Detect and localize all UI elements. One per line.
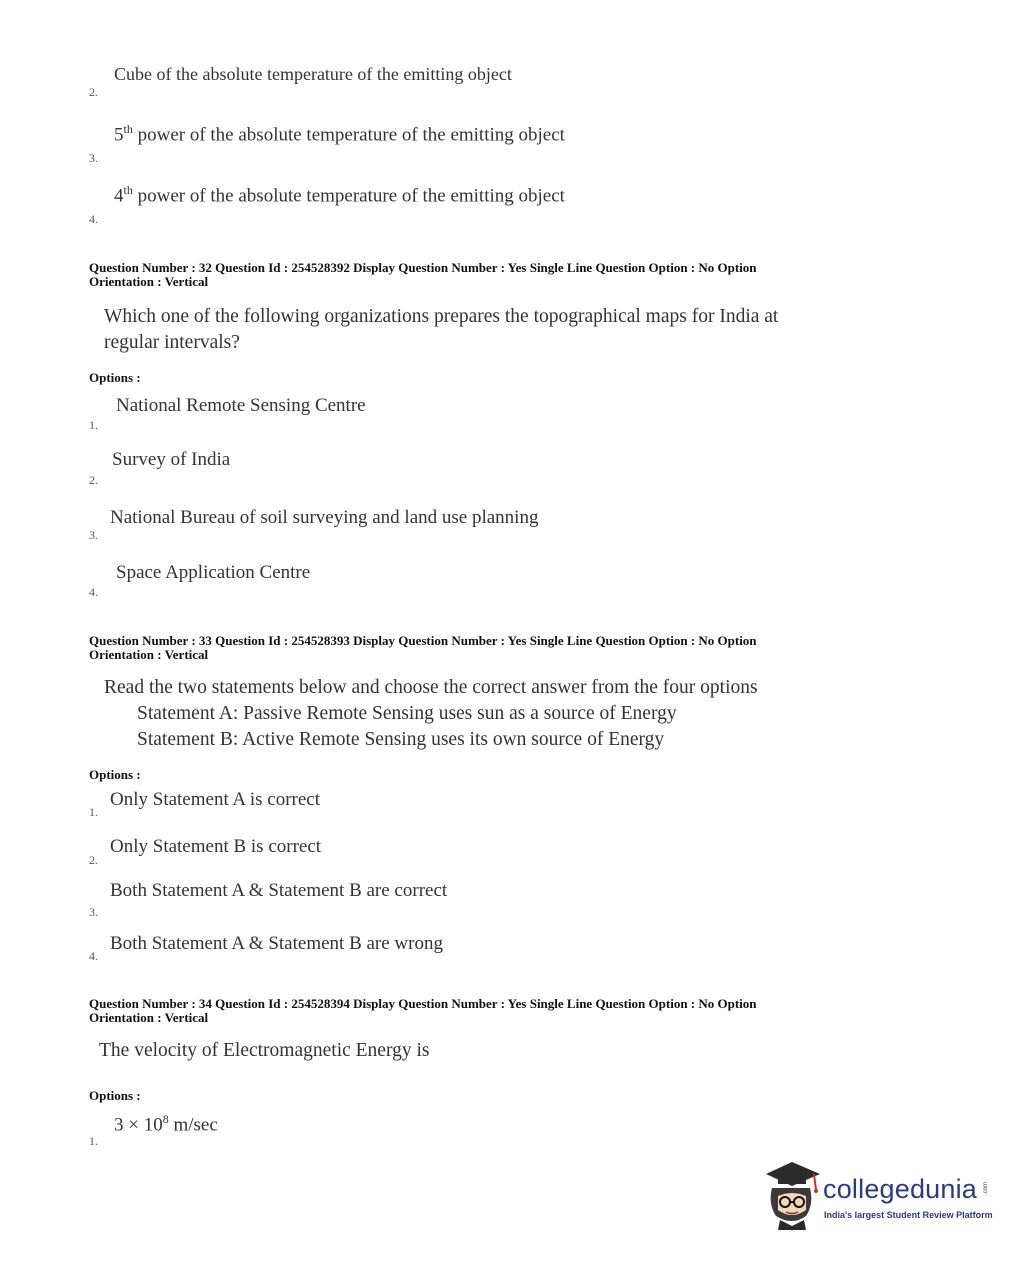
q33-question-text: [104, 675, 758, 753]
q32-option-3-number: 3.: [89, 528, 98, 542]
q33-statement-a: Statement A: Passive Remote Sensing uses sun as a source of Energy: [137, 703, 677, 724]
q33-option-1-text: Only Statement A is correct: [110, 789, 321, 810]
logo-com-suffix: .com: [983, 1182, 989, 1196]
q32-option-2-text: Survey of India: [112, 449, 231, 470]
prev-option-3-text: 5th power of the absolute temperature of the emitting object: [114, 122, 565, 146]
logo-tagline: India's largest Student Review Platform: [824, 1210, 993, 1220]
q33-meta-line2: Orientation : Vertical: [89, 647, 209, 662]
q34-options-label: Options :: [89, 1088, 141, 1103]
q33-option-4-number: 4.: [89, 949, 98, 963]
q34-meta: [89, 997, 889, 1025]
q33-option-2-number: 2.: [89, 853, 98, 867]
q34-option-1-text: $3 \times 10^8$ m/sec: [114, 1112, 218, 1136]
q32-options-label: Options :: [89, 370, 141, 385]
prev-option-2-number: 2.: [89, 85, 98, 99]
q33-meta: [89, 634, 889, 662]
q33-options-label: Options :: [89, 767, 141, 782]
q33-option-1-number: 1.: [89, 805, 98, 819]
q32-meta: [89, 261, 889, 289]
q33-option-2-text: Only Statement B is correct: [110, 836, 322, 857]
q32-meta-line1: Question Number : 32 Question Id : 254528392 Display Question Number : Yes Single Line Question Option : No Option: [89, 260, 757, 275]
q32-option-1-number: 1.: [89, 418, 98, 432]
q32-option-4-number: 4.: [89, 585, 98, 599]
q32-option-2-number: 2.: [89, 473, 98, 487]
q34-meta-line2: Orientation : Vertical: [89, 1010, 209, 1025]
prev-option-4-number: 4.: [89, 212, 98, 226]
q32-question-text: [104, 304, 778, 356]
q32-option-3-text: National Bureau of soil surveying and land use planning: [110, 507, 539, 528]
prev-option-4-text: 4th power of the absolute temperature of the emitting object: [114, 183, 565, 207]
q33-option-4-text: Both Statement A & Statement B are wrong: [110, 933, 443, 954]
q34-question-text: The velocity of Electromagnetic Energy is: [99, 1040, 430, 1061]
q33-statement-b: Statement B: Active Remote Sensing uses its own source of Energy: [137, 729, 665, 750]
q33-option-3-number: 3.: [89, 905, 98, 919]
q34-option-1-number: 1.: [89, 1134, 98, 1148]
q33-option-3-text: Both Statement A & Statement B are correct: [110, 880, 448, 901]
collegedunia-logo[interactable]: [762, 1160, 997, 1230]
q32-option-4-text: Space Application Centre: [116, 562, 311, 583]
q34-meta-line1: Question Number : 34 Question Id : 254528394 Display Question Number : Yes Single Line Question Option : No Option: [89, 996, 757, 1011]
logo-wordmark: collegedunia: [823, 1174, 978, 1204]
mascot-icon: [762, 1160, 824, 1230]
prev-option-2-text: Cube of the absolute temperature of the emitting object: [114, 64, 512, 84]
q32-text-line1: Which one of the following organizations prepares the topographical maps for India at: [104, 306, 779, 327]
q32-text-line2: regular intervals?: [104, 332, 240, 353]
q32-option-1-text: National Remote Sensing Centre: [116, 395, 366, 416]
q33-meta-line1: Question Number : 33 Question Id : 254528393 Display Question Number : Yes Single Line Question Option : No Option: [89, 633, 757, 648]
q33-text-line1: Read the two statements below and choose the correct answer from the four options: [104, 677, 758, 698]
prev-option-3-number: 3.: [89, 151, 98, 165]
q32-meta-line2: Orientation : Vertical: [89, 274, 209, 289]
